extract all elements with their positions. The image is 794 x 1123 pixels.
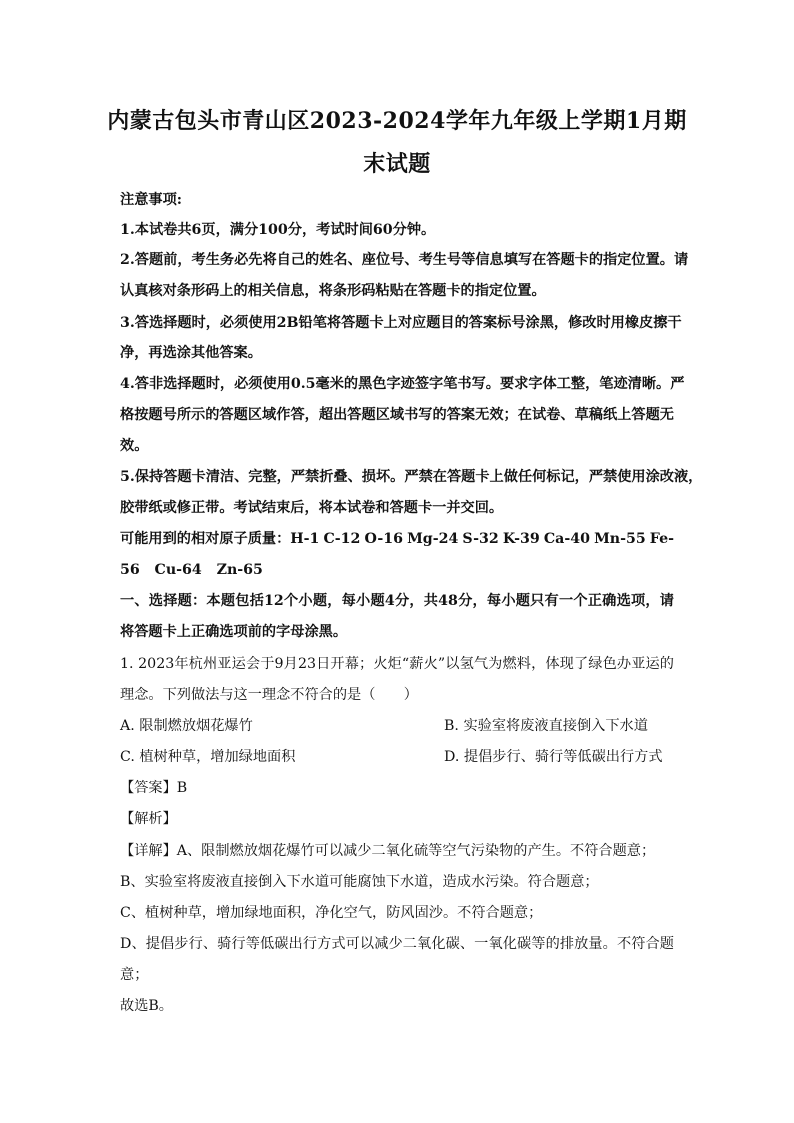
question-1-conclusion: 故选B。 (120, 998, 173, 1014)
notice-item-5-line2: 胶带纸或修正带。考试结束后，将本试卷和答题卡一并交回。 (120, 500, 504, 516)
page-title-line2: 末试题 (363, 151, 431, 177)
question-1-detail-line3: C、植树种草，增加绿地面积，净化空气，防风固沙。不符合题意； (120, 905, 543, 921)
atomic-mass-item: C-12 (323, 531, 361, 547)
atomic-mass-item: S-32 (462, 531, 499, 547)
atomic-mass-item: Mn-55 (594, 531, 646, 547)
question-1-option-c: C. 植树种草，增加绿地面积 (120, 749, 296, 765)
question-1-option-d: D. 提倡步行、骑行等低碳出行方式 (444, 749, 663, 765)
atomic-mass-item: Fe- (649, 531, 674, 547)
question-1-detail-line1: 【详解】A、限制燃放烟花爆竹可以减少二氧化硫等空气污染物的产生。不符合题意； (120, 843, 656, 859)
atomic-mass-item: O-16 (364, 531, 404, 547)
atomic-masses-row1 (120, 529, 674, 549)
question-1-detail-line2: B、实验室将废液直接倒入下水道可能腐蚀下水道，造成水污染。符合题意； (120, 874, 599, 890)
notice-item-3-line1: 3.答选择题时，必须使用2B铅笔将答题卡上对应题目的答案标号涂黑，修改时用橡皮擦干 (120, 315, 682, 331)
notice-item-3-line2: 净，再选涂其他答案。 (120, 345, 262, 361)
question-1-answer: 【答案】B (120, 780, 188, 796)
section-1-heading-line2: 将答题卡上正确选项前的字母涂黑。 (120, 624, 348, 640)
notice-item-2-line1: 2.答题前，考生务必先将自己的姓名、座位号、考生号等信息填写在答题卡的指定位置。请 (120, 252, 689, 268)
question-1-detail-line4: D、提倡步行、骑行等低碳出行方式可以减少二氧化碳、一氧化碳等的排放量。不符合题 (120, 936, 674, 952)
question-1-detail-line5: 意； (120, 967, 149, 983)
page-title-line1: 内蒙古包头市青山区2023-2024学年九年级上学期1月期 (107, 108, 687, 134)
atomic-mass-item: Mg-24 (407, 531, 459, 547)
atomic-mass-item: Ca-40 (543, 531, 590, 547)
question-1-stem-line1: 1. 2023年杭州亚运会于9月23日开幕；火炬“薪火”以氢气为燃料，体现了绿色办亚运的 (120, 656, 674, 672)
notice-item-2-line2: 认真核对条形码上的相关信息，将条形码粘贴在答题卡的指定位置。 (120, 283, 546, 299)
question-1-analysis-label: 【解析】 (120, 811, 177, 827)
notice-item-5-line1: 5.保持答题卡清洁、完整，严禁折叠、损坏。严禁在答题卡上做任何标记，严禁使用涂改液， (120, 469, 703, 485)
notice-item-4-line3: 效。 (120, 438, 149, 454)
notice-item-1: 1.本试卷共6页，满分100分，考试时间60分钟。 (120, 222, 436, 238)
atomic-masses-row2: 56 Cu-64 Zn-65 (120, 562, 263, 578)
question-1-option-a: A. 限制燃放烟花爆竹 (120, 718, 253, 734)
atomic-mass-item: K-39 (502, 531, 540, 547)
atomic-masses-label: 可能用到的相对原子质量：H-1 (120, 531, 320, 547)
notice-item-4-line1: 4.答非选择题时，必须使用0.5毫米的黑色字迹签字笔书写。要求字体工整，笔迹清晰。严 (120, 376, 685, 392)
notice-item-4-line2: 格按题号所示的答题区域作答，超出答题区域书写的答案无效；在试卷、草稿纸上答题无 (120, 407, 674, 423)
notice-heading: 注意事项: (120, 192, 182, 208)
question-1-stem-line2: 理念。下列做法与这一理念不符合的是（ ） (120, 687, 418, 703)
section-1-heading-line1: 一、选择题：本题包括12个小题，每小题4分，共48分，每小题只有一个正确选项，请 (120, 593, 674, 609)
question-1-option-b: B. 实验室将废液直接倒入下水道 (444, 718, 648, 734)
